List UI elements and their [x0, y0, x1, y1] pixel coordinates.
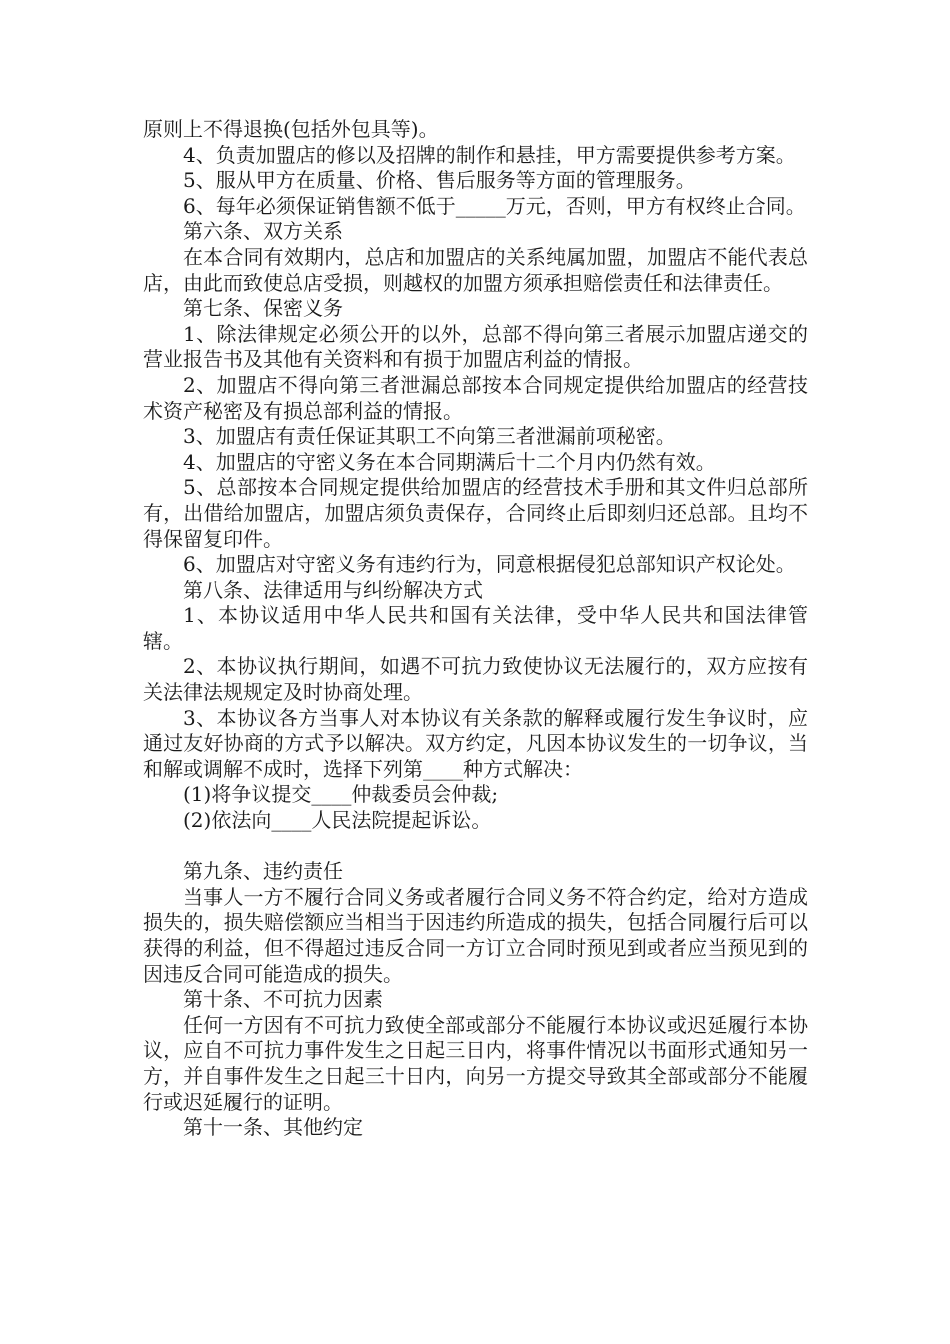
clause-paragraph: 任何一方因有不可抗力致使全部或部分不能履行本协议或迟延履行本协议，应自不可抗力事件发生之日起三日内，将事件情况以书面形式通知另一方，并自事件发生之日起三十日内，向另一方提交导致其全部或部分不能履行或迟延履行的证明。 — [143, 1012, 808, 1114]
article-7-heading: 第七条、保密义务 — [183, 296, 343, 321]
clause-paragraph: 5、服从甲方在质量、价格、售后服务等方面的管理服务。 — [183, 168, 696, 193]
clause-option: (1)将争议提交____仲裁委员会仲裁; — [183, 782, 499, 807]
clause-paragraph: 原则上不得退换(包括外包具等)。 — [143, 117, 439, 141]
clause-paragraph: 2、加盟店不得向第三者泄漏总部按本合同规定提供给加盟店的经营技术资产秘密及有损总部利益的情报。 — [143, 372, 808, 423]
clause-paragraph: 6、加盟店对守密义务有违约行为，同意根据侵犯总部知识产权论处。 — [183, 552, 796, 577]
clause-paragraph: 4、加盟店的守密义务在本合同期满后十二个月内仍然有效。 — [183, 449, 716, 474]
clause-paragraph: 4、负责加盟店的修以及招牌的制作和悬挂，甲方需要提供参考方案。 — [183, 142, 796, 167]
article-8-heading: 第八条、法律适用与纠纷解决方式 — [183, 577, 483, 602]
clause-paragraph: 在本合同有效期内，总店和加盟店的关系纯属加盟，加盟店不能代表总店，由此而致使总店受损，则越权的加盟方须承担赔偿责任和法律责任。 — [143, 244, 808, 295]
blank-line — [143, 834, 808, 860]
clause-paragraph: 5、总部按本合同规定提供给加盟店的经营技术手册和其文件归总部所有，出借给加盟店，加盟店须负责保存，合同终止后即刻归还总部。且均不得保留复印件。 — [143, 475, 808, 551]
clause-paragraph: 3、本协议各方当事人对本协议有关条款的解释或履行发生争议时，应通过友好协商的方式予以解决。双方约定，凡因本协议发生的一切争议，当和解或调解不成时，选择下列第____种方式解决： — [143, 705, 808, 781]
article-9-heading: 第九条、违约责任 — [183, 859, 343, 884]
document-page — [143, 117, 808, 1141]
clause-paragraph: 6、每年必须保证销售额不低于_____万元，否则，甲方有权终止合同。 — [183, 193, 806, 218]
clause-paragraph: 1、本协议适用中华人民共和国有关法律，受中华人民共和国法律管辖。 — [143, 603, 808, 653]
article-11-heading: 第十一条、其他约定 — [183, 1115, 363, 1140]
clause-paragraph: 2、本协议执行期间，如遇不可抗力致使协议无法履行的，双方应按有关法律法规规定及时协商处理。 — [143, 654, 808, 705]
article-6-heading: 第六条、双方关系 — [183, 219, 343, 244]
clause-paragraph: 1、除法律规定必须公开的以外，总部不得向第三者展示加盟店递交的营业报告书及其他有关资料和有损于加盟店利益的情报。 — [143, 321, 808, 372]
clause-paragraph: 3、加盟店有责任保证其职工不向第三者泄漏前项秘密。 — [183, 424, 676, 449]
article-10-heading: 第十条、不可抗力因素 — [183, 987, 383, 1012]
clause-option: (2)依法向____人民法院提起诉讼。 — [183, 808, 492, 833]
clause-paragraph: 当事人一方不履行合同义务或者履行合同义务不符合约定，给对方造成损失的，损失赔偿额应当相当于因违约所造成的损失，包括合同履行后可以获得的利益，但不得超过违反合同一方订立合同时预见到或者应当预见到的因违反合同可能造成的损失。 — [143, 884, 808, 986]
